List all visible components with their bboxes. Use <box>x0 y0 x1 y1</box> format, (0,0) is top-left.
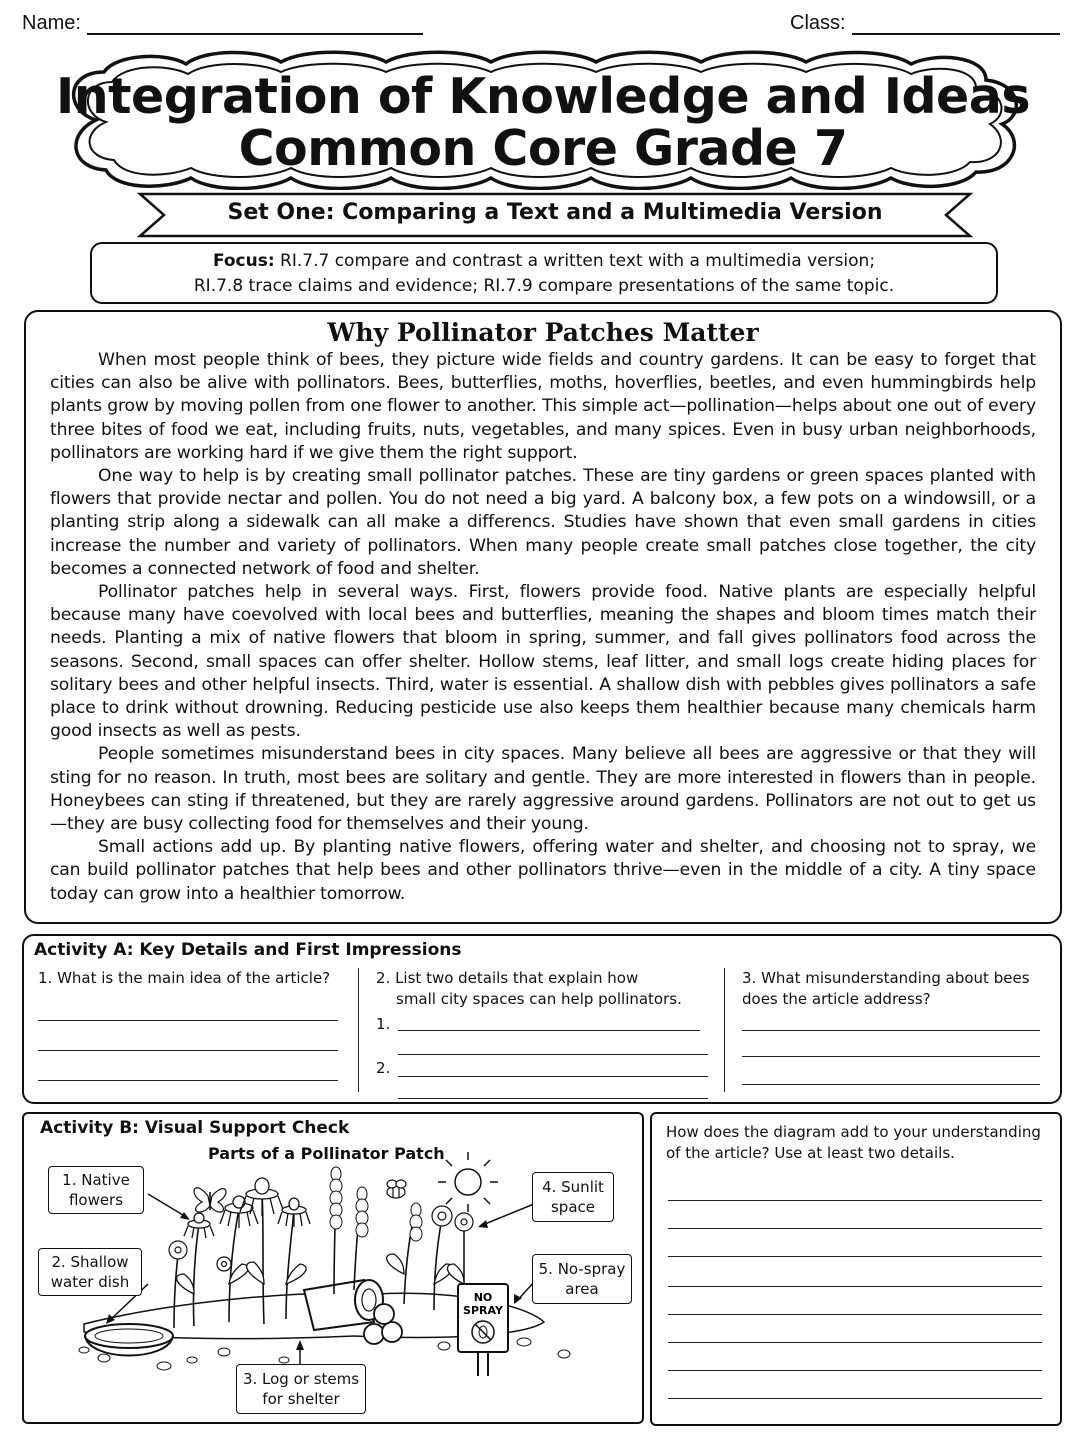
response-line[interactable] <box>668 1200 1042 1201</box>
page-title-line-1: Integration of Knowledge and Ideas <box>55 68 1031 125</box>
label-log-stems <box>236 1364 366 1414</box>
label-water-dish-line-1: 2. Shallow <box>51 1253 129 1271</box>
focus-text-1: RI.7.7 compare and contrast a written text with a multimedia version; <box>274 251 876 271</box>
answer-line-q2-1b[interactable] <box>398 1054 708 1055</box>
label-no-spray-area <box>532 1254 632 1304</box>
diagram-title: Parts of a Pollinator Patch <box>208 1144 445 1163</box>
label-native-flowers <box>48 1166 144 1214</box>
label-sunlit-space-line-2: space <box>550 1198 595 1216</box>
name-label: Name: <box>22 12 81 34</box>
activity-a-box <box>22 934 1062 1104</box>
article-box <box>24 310 1062 924</box>
detail-number-2: 2. <box>376 1059 391 1077</box>
column-divider <box>358 968 359 1092</box>
no-spray-sign-line-2: SPRAY <box>463 1304 503 1317</box>
response-line[interactable] <box>668 1370 1042 1371</box>
article-paragraph: Pollinator patches help in several ways. First, flowers provide food. Native plants are especially helpful because many have coevolved with local bees and butterflies, meaning the shapes and bloom times match their needs. Planting a mix of native flowers that bloom in spring, summer, and fall gives pollinators food across the seasons. Second, small spaces can offer shelter. Hollow stems, leaf litter, and small logs create hiding places for solitary bees and other helpful insects. Third, water is essential. A shallow dish with pebbles gives pollinators a safe place to drink without drowning. Reducing pesticide use also keeps them healthier because many chemicals harm good insects as well as pests. <box>50 582 1036 742</box>
class-input-line[interactable] <box>852 13 1060 35</box>
label-log-stems-line-1: 3. Log or stems <box>242 1370 360 1388</box>
focus-label: Focus: <box>212 251 275 271</box>
article-paragraph: Small actions add up. By planting native flowers, offering water and shelter, and choosing not to spray, we can build pollinator patches that help bees and other pollinators thrive—even in the middle of a city. A tiny space today can grow into a healthier tomorrow. <box>50 837 1036 904</box>
answer-line-q2-2[interactable] <box>398 1076 708 1077</box>
label-sunlit-space <box>532 1172 614 1222</box>
no-spray-sign-line-1: NO <box>473 1291 493 1304</box>
set-banner-title: Set One: Comparing a Text and a Multimedia Version <box>227 200 883 225</box>
response-line[interactable] <box>668 1286 1042 1287</box>
article-title: Why Pollinator Patches Matter <box>327 318 759 347</box>
diagram-response-box <box>650 1112 1062 1426</box>
column-divider <box>724 968 725 1092</box>
question-2-line-1: 2. List two details that explain how <box>376 969 639 987</box>
focus-line-1 <box>92 249 996 274</box>
focus-line-2: RI.7.8 trace claims and evidence; RI.7.9 compare presentations of the same topic. <box>193 276 895 296</box>
response-prompt-line-2: of the article? Use at least two details. <box>666 1144 955 1162</box>
article-paragraph: When most people think of bees, they picture wide fields and country gardens. It can be easy to forget that cities can also be alive with pollinators. Bees, butterflies, moths, hoverflies, beetles, and even hummingbirds help plants grow by moving pollen from one flower to another. This simple act—pollination—helps about one out of every three bites of food we eat, including fruits, nuts, vegetables, and many spices. Even in busy urban neighborhoods, pollinators are working hard if we give them the right support. <box>50 350 1036 463</box>
answer-line-q3-2[interactable] <box>742 1056 1040 1057</box>
name-input-line[interactable] <box>87 13 423 35</box>
answer-line-q1-1[interactable] <box>38 1020 338 1021</box>
label-water-dish <box>38 1248 142 1296</box>
response-line[interactable] <box>668 1256 1042 1257</box>
page-title-line-2: Common Core Grade 7 <box>238 120 848 177</box>
focus-box <box>90 242 998 304</box>
label-native-flowers-line-1: 1. Native <box>62 1171 130 1189</box>
question-2-line-2: small city spaces can help pollinators. <box>396 990 682 1008</box>
name-field[interactable] <box>22 12 423 35</box>
label-no-spray-area-line-1: 5. No-spray <box>538 1260 626 1278</box>
activity-a-title: Activity A: Key Details and First Impressions <box>34 940 462 960</box>
article-paragraph: One way to help is by creating small pollinator patches. These are tiny gardens or green spaces planted with flowers that provide nectar and pollen. You do not need a big yard. A balcony box, a few pots on a windowsill, or a planting strip along a sidewalk can all make a differencs. Studies have shown that even small gardens in cities increase the number and variety of pollinators. When many people create small patches close together, the city becomes a connected network of food and shelter. <box>50 466 1036 579</box>
question-1: 1. What is the main idea of the article? <box>38 969 331 987</box>
response-line[interactable] <box>668 1398 1042 1399</box>
label-no-spray-area-line-2: area <box>565 1280 599 1298</box>
answer-line-q1-3[interactable] <box>38 1080 338 1081</box>
answer-line-q3-1[interactable] <box>742 1030 1040 1031</box>
label-sunlit-space-line-1: 4. Sunlit <box>542 1178 604 1196</box>
question-3-line-2: does the article address? <box>742 990 931 1008</box>
label-native-flowers-line-2: flowers <box>68 1191 124 1209</box>
answer-line-q2-1[interactable] <box>398 1030 700 1031</box>
activity-b-box <box>22 1112 644 1424</box>
response-line[interactable] <box>668 1228 1042 1229</box>
answer-line-q2-2b[interactable] <box>398 1098 708 1099</box>
response-line[interactable] <box>668 1314 1042 1315</box>
answer-line-q1-2[interactable] <box>38 1050 338 1051</box>
answer-line-q3-3[interactable] <box>742 1084 1040 1085</box>
label-log-stems-line-2: for shelter <box>262 1390 340 1408</box>
response-prompt-line-1: How does the diagram add to your understanding <box>666 1123 1041 1141</box>
activity-b-title: Activity B: Visual Support Check <box>40 1118 350 1138</box>
detail-number-1: 1. <box>376 1015 391 1033</box>
question-3-line-1: 3. What misunderstanding about bees <box>742 969 1030 987</box>
class-label: Class: <box>790 12 846 34</box>
class-field[interactable] <box>790 12 1060 35</box>
label-water-dish-line-2: water dish <box>50 1273 130 1291</box>
article-paragraph: People sometimes misunderstand bees in city spaces. Many believe all bees are aggressive or that they will sting for no reason. In truth, most bees are solitary and gentle. They are more interested in flowers than in people. Honeybees can sting if threatened, but they are rarely aggressive around gardens. Pollinators are not out to get us—they are busy collecting food for themselves and their young. <box>50 744 1036 835</box>
response-line[interactable] <box>668 1342 1042 1343</box>
